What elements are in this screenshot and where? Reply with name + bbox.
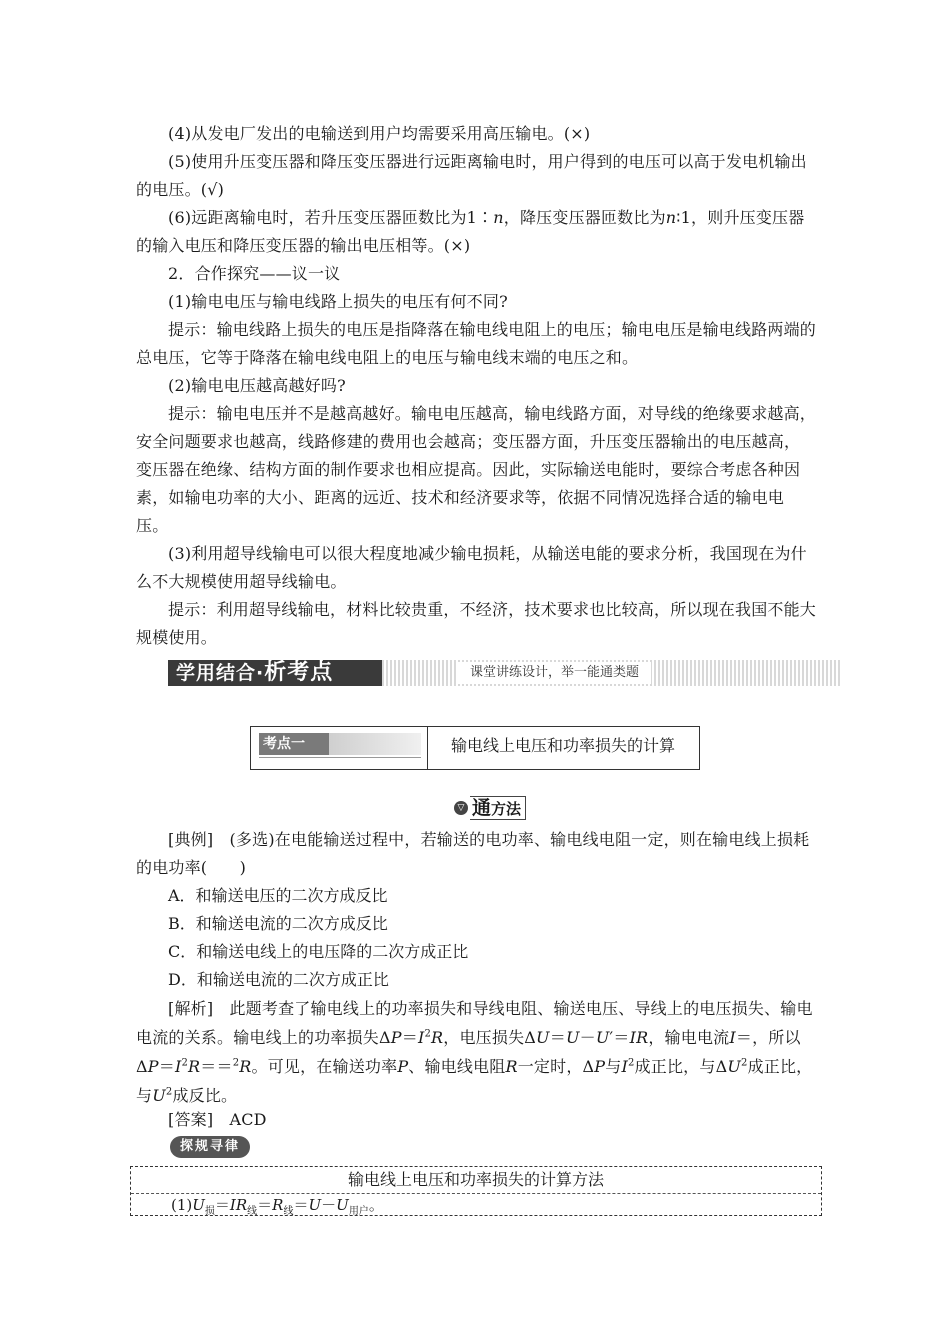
analysis-text: [解析] 此题考查了输电线上的功率损失和导线电阻、输送电压、导线上的电压损失、输电电流的关系。输电线上的功率损失$\Delta P=I^2R$，电压损失ΔU＝U－U′＝IR，输电电流I＝，所以$\Delta P=I^2R==^2R$。可见，在输送功率P、输电线电阻R一定时，ΔP与$I^2$成正比，与$\Delta U^2$成正比，与$U^2$成反比。 xyxy=(136,999,813,1105)
review-item-6: (6)远距离输电时，若升压变压器匝数比为1∶n，降压变压器匝数比为n∶1，则升压变压器的输入电压和降压变压器的输出电压相等。(×) xyxy=(136,208,805,255)
question-2: (2)输电电压越高越好吗? xyxy=(168,376,346,395)
option-b: B．和输送电流的二次方成反比 xyxy=(168,914,388,933)
review-item-4: (4)从发电厂发出的电输送到用户均需要采用高压输电。(×) xyxy=(168,124,591,143)
answer-1: 提示：输电线路上损失的电压是指降落在输电线电阻上的电压；输电电压是输电线路两端的总电压，它等于降落在输电线电阻上的电压与输电线末端的电压之和。 xyxy=(136,320,817,367)
section-banner-title: 学用结合·析考点 xyxy=(168,660,382,686)
answer: [答案] ACD xyxy=(168,1110,267,1129)
option-d: D．和输送电流的二次方成正比 xyxy=(168,970,389,989)
method-label-text: 通方法 xyxy=(470,796,526,820)
rule-divider xyxy=(131,1193,821,1194)
topic-tag-cell xyxy=(251,727,428,769)
answer-3: 提示：利用超导线输电，材料比较贵重，不经济，技术要求也比较高，所以现在我国不能大规模使用。 xyxy=(136,600,817,647)
option-c: C．和输送电线上的电压降的二次方成正比 xyxy=(168,942,469,961)
question-3: (3)利用超导线输电可以很大程度地减少输电损耗，从输送电能的要求分析，我国现在为什么不大规模使用超导线输电。 xyxy=(136,544,807,591)
topic-title: 输电线上电压和功率损失的计算 xyxy=(450,736,675,755)
rule-title: 输电线上电压和功率损失的计算方法 xyxy=(347,1170,604,1189)
example-question: [典例] (多选)在电能输送过程中，若输送的电功率、输电线电阻一定，则在输电线上损耗的电功率( ) xyxy=(136,830,810,877)
section-banner-caption: 课堂讲练设计，举一能通类题 xyxy=(458,662,651,684)
topic-tag-underline xyxy=(259,757,421,758)
answer-2: 提示：输电电压并不是越高越好。输电电压越高，输电线路方面，对导线的绝缘要求越高，安全问题要求也越高，线路修建的费用也会越高；变压器方面，升压变压器输出的电压越高，变压器在绝缘、结构方面的制作要求也相应提高。因此，实际输送电能时，要综合考虑各种因素，如输电功率的大小、距离的远近、技术和经济要求等，依据不同情况选择合适的输电电压。 xyxy=(136,404,817,535)
review-item-5: (5)使用升压变压器和降压变压器进行远距离输电时，用户得到的电压可以高于发电机输出的电压。(√) xyxy=(136,152,807,199)
rule-badge: 探规寻律 xyxy=(170,1136,250,1158)
section-banner xyxy=(168,658,840,688)
rule-formula: $(1)U_损=IR_线=R_线=U-U_{用户}$。 xyxy=(171,1196,384,1217)
topic-tag-bar xyxy=(329,733,421,755)
discussion-heading: 2．合作探究——议一议 xyxy=(168,264,341,283)
rule-box xyxy=(130,1166,822,1216)
option-a: A．和输送电压的二次方成反比 xyxy=(168,886,388,905)
question-1: (1)输电电压与输电线路上损失的电压有何不同? xyxy=(168,292,508,311)
topic-box xyxy=(250,726,700,770)
triangle-down-icon: ▽ xyxy=(454,801,468,815)
topic-tag: 考点一 xyxy=(259,733,333,755)
